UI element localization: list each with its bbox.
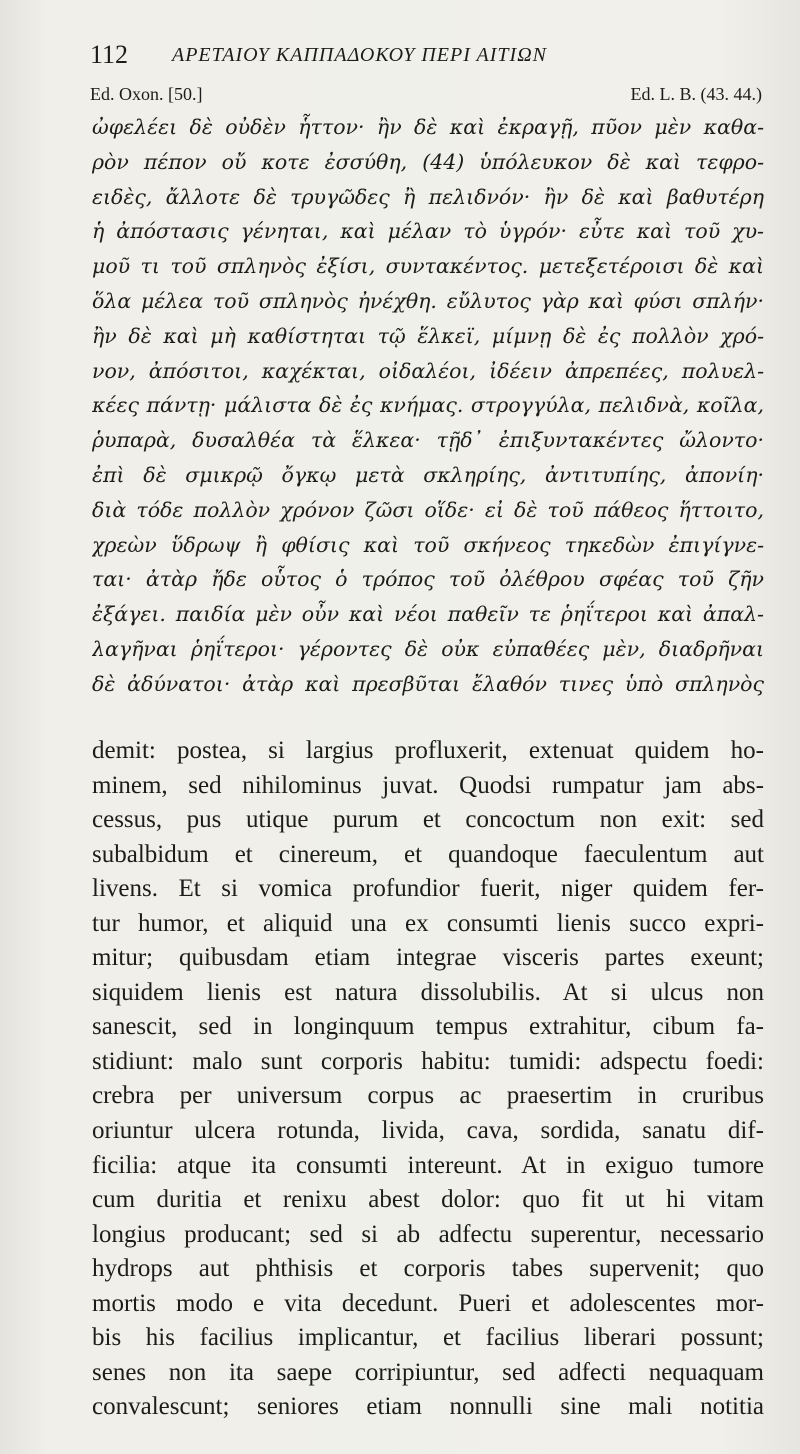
latin-text-line: stidiunt: malo sunt corporis habitu: tumidi: adspectu foedi: xyxy=(92,1047,764,1075)
latin-text-line: demit: postea, si largius profluxerit, extenuat quidem ho- xyxy=(92,737,764,764)
latin-text-line: hydrops aut phthisis et corporis tabes supervenit; quo xyxy=(92,1255,764,1283)
greek-text-line: ἡ ἀπόστασις γένηται, καὶ μέλαν τὸ ὑγρόν· εὖτε καὶ τοῦ χυ- xyxy=(92,219,764,244)
latin-text-line: oriuntur ulcera rotunda, livida, cava, sordida, sanatu dif- xyxy=(92,1117,764,1145)
greek-text-line: ῥυπαρὰ, δυσαλθέα τὰ ἕλκεα· τῇδ᾽ ἐπιξυντακέντες ὤλοντο· xyxy=(92,428,764,453)
greek-text-line: ἐπὶ δὲ σμικρῷ ὄγκῳ μετὰ σκληρίης, ἀντιτυπίης, ἀπονίη· xyxy=(92,462,764,487)
greek-text-line: κέες πάντῃ· μάλιστα δὲ ἐς κνήμας. στρογγύλα, πελιδνὰ, κοῖλα, xyxy=(92,393,764,418)
greek-text-line: διὰ τόδε πολλὸν χρόνον ζῶσι οἵδε· εἰ δὲ τοῦ πάθεος ἥττοιτο, xyxy=(92,497,764,522)
latin-text-line: livens. Et si vomica profundior fuerit, niger quidem fer- xyxy=(92,875,764,903)
running-head: ΑΡΕΤΑΙΟΥ ΚΑΠΠΑΔΟΚΟΥ ΠΕΡΙ ΑΙΤΙΩΝ xyxy=(172,44,547,66)
latin-text-line: mitur; quibusdam etiam integrae visceris partes exeunt; xyxy=(92,944,764,972)
latin-text-line: tur humor, et aliquid una ex consumti lienis succo expri- xyxy=(92,909,764,937)
greek-text-block xyxy=(92,110,764,702)
latin-text-line: ficilia: atque ita consumti intereunt. At in exiguo tumore xyxy=(92,1151,764,1179)
edition-reference-line xyxy=(90,84,762,112)
greek-text-line: ὅλα μέλεα τοῦ σπληνὸς ἠνέχθη. εὔλυτος γὰρ καὶ φύσι σπλήν· xyxy=(92,288,764,313)
latin-text-line: convalescunt; seniores etiam nonnulli sine mali notitia xyxy=(92,1393,764,1421)
edition-reference-oxford: Ed. Oxon. [50.] xyxy=(90,84,203,104)
greek-text-line: νον, ἀπόσιτοι, καχέκται, οἰδαλέοι, ἰδέειν ἀπρεπέες, πολυελ- xyxy=(92,358,764,383)
greek-text-line: δὲ ἀδύνατοι· ἀτὰρ καὶ πρεσβῦται ἔλαθόν τινες ὑπὸ σπληνὸς xyxy=(92,671,764,696)
greek-text-line: ἐξάγει. παιδία μὲν οὖν καὶ νέοι παθεῖν τε ῥηΐτεροι καὶ ἀπαλ- xyxy=(92,602,764,627)
latin-translation-block xyxy=(92,734,764,1425)
latin-text-line: longius producant; sed si ab adfectu superentur, necessario xyxy=(92,1220,764,1248)
edition-reference-leiden: Ed. L. B. (43. 44.) xyxy=(630,84,762,104)
latin-text-line: cessus, pus utique purum et concoctum non exit: sed xyxy=(92,806,764,834)
greek-text-line: μοῦ τι τοῦ σπληνὸς ἐξίσι, συντακέντος. μετεξετέροισι δὲ καὶ xyxy=(92,254,764,279)
greek-text-line: ὠφελέει δὲ οὐδὲν ἧττον· ἢν δὲ καὶ ἐκραγῇ, πῦον μὲν καθα- xyxy=(92,115,764,139)
greek-text-line: λαγῆναι ῥηΐτεροι· γέροντες δὲ οὐκ εὐπαθέες μὲν, διαδρῆναι xyxy=(92,636,764,661)
latin-text-line: senes non ita saepe corripiuntur, sed adfecti nequaquam xyxy=(92,1358,764,1386)
latin-text-line: subalbidum et cinereum, et quandoque faeculentum aut xyxy=(92,840,764,868)
greek-text-line: ται· ἀτὰρ ἤδε οὗτος ὁ τρόπος τοῦ ὀλέθρου σφέας τοῦ ζῆν xyxy=(92,567,764,592)
page-number: 112 xyxy=(90,40,129,69)
greek-text-line: ειδὲς, ἄλλοτε δὲ τρυγῶδες ἢ πελιδνόν· ἢν δὲ καὶ βαθυτέρη xyxy=(92,184,764,209)
latin-text-line: mortis modo e vita decedunt. Pueri et adolescentes mor- xyxy=(92,1289,764,1317)
latin-text-line: crebra per universum corpus ac praesertim in cruribus xyxy=(92,1082,764,1110)
latin-text-line: siquidem lienis est natura dissolubilis. At si ulcus non xyxy=(92,978,764,1006)
greek-text-line: ἢν δὲ καὶ μὴ καθίστηται τῷ ἕλκεϊ, μίμνῃ δὲ ἐς πολλὸν χρό- xyxy=(92,323,764,348)
page-header xyxy=(90,36,760,76)
latin-text-line: minem, sed nihilominus juvat. Quodsi rumpatur jam abs- xyxy=(92,771,764,799)
latin-text-line: bis his facilius implicantur, et facilius liberari possunt; xyxy=(92,1324,764,1352)
latin-text-line: cum duritia et renixu abest dolor: quo fit ut hi vitam xyxy=(92,1186,764,1214)
greek-text-line: ρὸν πέπον οὔ κοτε ἐσσύθη, (44) ὑπόλευκον δὲ καὶ τεφρο- xyxy=(92,149,764,174)
latin-text-line: sanescit, sed in longinquum tempus extrahitur, cibum fa- xyxy=(92,1013,764,1041)
greek-text-line: χρεὼν ὕδρωψ ἢ φθίσις καὶ τοῦ σκήνεος τηκεδὼν ἐπιγίγνε- xyxy=(92,532,764,557)
